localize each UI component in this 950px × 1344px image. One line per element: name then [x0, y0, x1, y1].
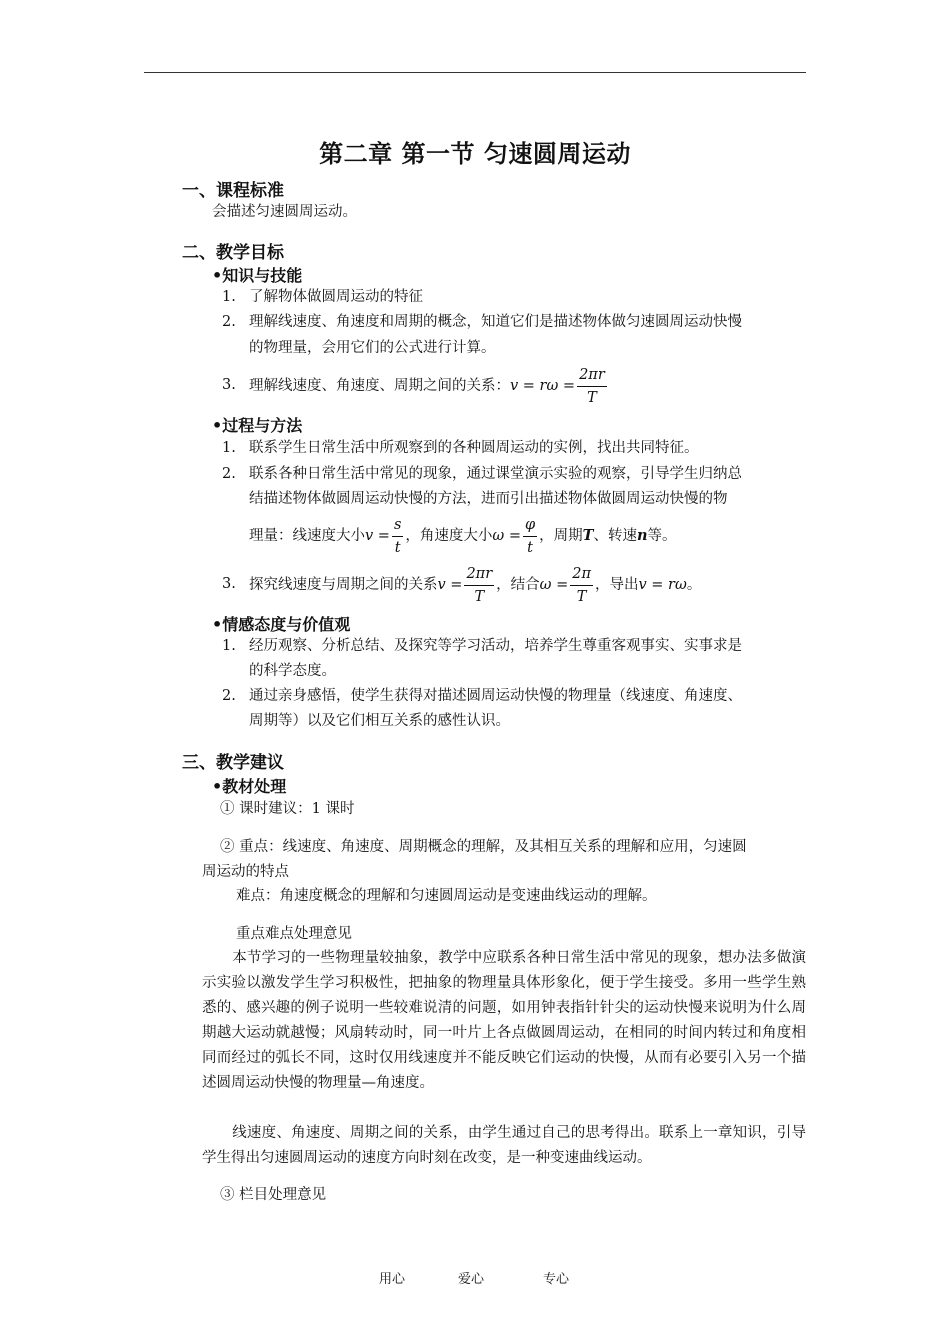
header-rule	[144, 72, 806, 73]
list-item: 联系各种日常生活中常见的现象，通过课堂演示实验的观察，引导学生归纳总	[249, 466, 742, 482]
list-item: 通过亲身感悟，使学生获得对描述圆周运动快慢的物理量（线速度、角速度、	[249, 688, 742, 704]
list-item-continued: 周期等）以及它们相互关系的感性认识。	[249, 713, 510, 729]
relation-paragraph: 线速度、角速度、周期之间的关系，由学生通过自己的思考得出。联系上一章知识，引导学生得出匀速圆周运动的速度方向时刻在改变，是一种变速曲线运动。	[202, 1125, 806, 1166]
key-points: ② 重点：线速度、角速度、周期概念的理解，及其相互关系的理解和应用，匀速圆	[220, 839, 747, 855]
list-item: 了解物体做圆周运动的特征	[249, 289, 423, 305]
list-item: 理解线速度、角速度、周期之间的关系：v = rω = $\frac{2\pi r}{T}$	[249, 362, 609, 410]
list-item: 理解线速度、角速度和周期的概念，知道它们是描述物体做匀速圆周运动快慢	[249, 314, 742, 330]
list-number: 3.	[222, 576, 236, 592]
formula-relation: v = rω =	[510, 378, 576, 394]
list-item-continued: 理量：线速度大小v = $\frac{s}{t}$ ，角速度大小ω = $\frac{\varphi}{t}$ ，周期T、转速n等。	[249, 512, 677, 560]
list-number: 2.	[222, 688, 236, 704]
list-item: 探究线速度与周期之间的关系v = $\frac{2\pi r}{T}$ ，结合ω = $\frac{2\pi}{T}$ ，导出v = rω。	[249, 561, 701, 609]
subheading-materials: •教材处理	[212, 777, 287, 796]
list-number: 2.	[222, 466, 236, 482]
list-item: 经历观察、分析总结、及探究等学习活动，培养学生尊重客观事实、实事求是	[249, 638, 742, 654]
list-number: 3.	[222, 377, 236, 393]
list-number: 2.	[222, 314, 236, 330]
formula-fraction: $\frac{2\pi r}{T}$	[464, 563, 494, 608]
formula-fraction: $\frac{2\pi}{T}$	[570, 563, 593, 608]
formula-fraction: $\frac{2\pi r}{T}$	[577, 364, 607, 409]
subheading-knowledge: •知识与技能	[212, 266, 303, 285]
list-item-continued: 结描述物体做圆周运动快慢的方法，进而引出描述物体做圆周运动快慢的物	[249, 491, 728, 507]
handling-paragraph: 本节学习的一些物理量较抽象，教学中应联系各种日常生活中常见的现象，想办法多做演示实验以激发学生学习积极性，把抽象的物理量具体形象化，便于学生接受。多用一些学生熟悉的、感兴趣的例子说明一些较难说清的问题，如用钟表指针针尖的运动快慢来说明为什么周期越大运动就越慢；风扇转动时，同一叶片上各点做圆周运动，在相同的时间内转过和角度相同而经过的弧长不同，这时仅用线速度并不能反映它们运动的快慢，从而有必要引入另一个描述圆周运动快慢的物理量—角速度。	[202, 950, 806, 1091]
handling-heading: 重点难点处理意见	[236, 926, 352, 942]
subheading-attitude: •情感态度与价值观	[212, 615, 351, 634]
section-heading-objectives: 二、教学目标	[182, 243, 284, 263]
key-points-continued: 周运动的特点	[202, 864, 289, 880]
list-item-continued: 的科学态度。	[249, 663, 336, 679]
footer-text: 专心	[543, 1272, 570, 1287]
section-heading-standards: 一、课程标准	[182, 181, 284, 201]
list-number: 1.	[222, 638, 236, 654]
footer-text: 用心	[379, 1272, 406, 1287]
footer-text: 爱心	[458, 1272, 485, 1287]
formula-fraction: $\frac{s}{t}$	[392, 514, 403, 559]
list-number: 1.	[222, 289, 236, 305]
standards-text: 会描述匀速圆周运动。	[212, 204, 357, 220]
list-item-continued: 的物理量，会用它们的公式进行计算。	[249, 340, 496, 356]
difficulties: 难点：角速度概念的理解和匀速圆周运动是变速曲线运动的理解。	[236, 888, 657, 904]
list-item: 联系学生日常生活中所观察到的各种圆周运动的实例，找出共同特征。	[249, 440, 699, 456]
section-heading-suggestions: 三、教学建议	[182, 753, 284, 773]
list-number: 1.	[222, 440, 236, 456]
class-hours: ① 课时建议：1 课时	[220, 801, 355, 817]
column-handling: ③ 栏目处理意见	[220, 1187, 327, 1203]
page-title: 第二章 第一节 匀速圆周运动	[319, 140, 631, 168]
formula-fraction: $\frac{\varphi}{t}$	[523, 514, 537, 559]
subheading-process: •过程与方法	[212, 416, 303, 435]
